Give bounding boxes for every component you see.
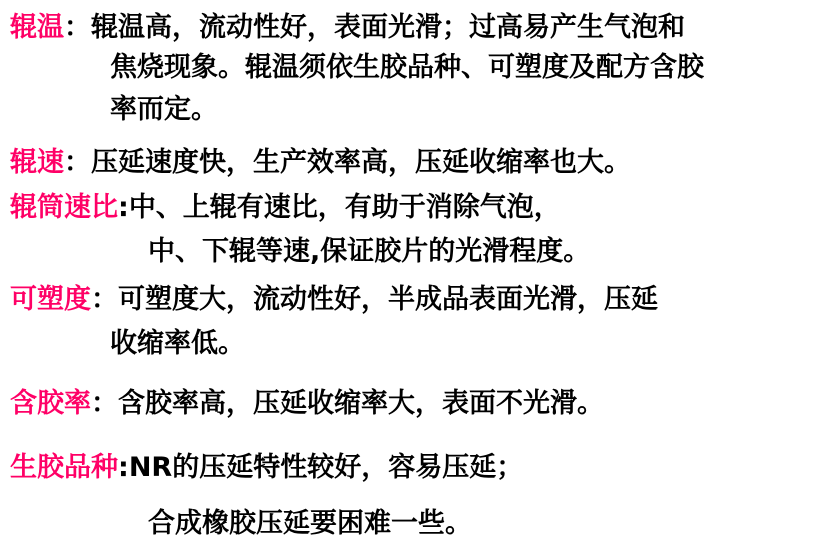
term-label: 生胶品种 [10,452,118,483]
item-text: NR的压延特性较好，容易压延； [128,452,524,483]
item-plasticity-line-1 [10,282,658,318]
item-text: 率而定。 [110,94,218,125]
item-roll-temperature-line-3 [110,92,218,128]
item-text: 合成橡胶压延要困难一些。 [148,508,472,539]
term-separator: ： [91,284,118,315]
item-text: 中、下辊等速,保证胶片的光滑程度。 [148,236,591,267]
item-text: 压延速度快，生产效率高，压延收缩率也大。 [91,147,631,178]
term-label: 辊筒速比 [10,192,118,223]
item-raw-rubber-type-line-2 [148,506,472,542]
term-separator: ： [64,147,91,178]
item-text: 中、上辊有速比，有助于消除气泡， [128,192,561,223]
item-raw-rubber-type-line-1 [10,450,523,486]
item-text: 收缩率低。 [110,328,245,359]
item-roll-speed-line-1 [10,145,631,181]
term-label: 辊温 [10,12,64,43]
term-separator: : [118,452,129,483]
item-roll-temperature-line-1 [10,10,685,46]
term-separator: ： [91,388,118,419]
term-separator: ： [64,12,91,43]
item-text: 含胶率高，压延收缩率大，表面不光滑。 [118,388,604,419]
item-plasticity-line-2 [110,326,245,362]
term-label: 辊速 [10,147,64,178]
item-text: 辊温高，流动性好，表面光滑；过高易产生气泡和 [91,12,685,43]
item-speed-ratio-line-1 [10,190,561,226]
item-text: 焦烧现象。辊温须依生胶品种、可塑度及配方含胶 [110,52,704,83]
item-roll-temperature-line-2 [110,50,704,86]
item-rubber-content-line-1 [10,386,604,422]
item-speed-ratio-line-2 [148,234,590,270]
term-label: 含胶率 [10,388,91,419]
term-separator: : [118,192,129,223]
item-text: 可塑度大，流动性好，半成品表面光滑，压延 [118,284,658,315]
term-label: 可塑度 [10,284,91,315]
